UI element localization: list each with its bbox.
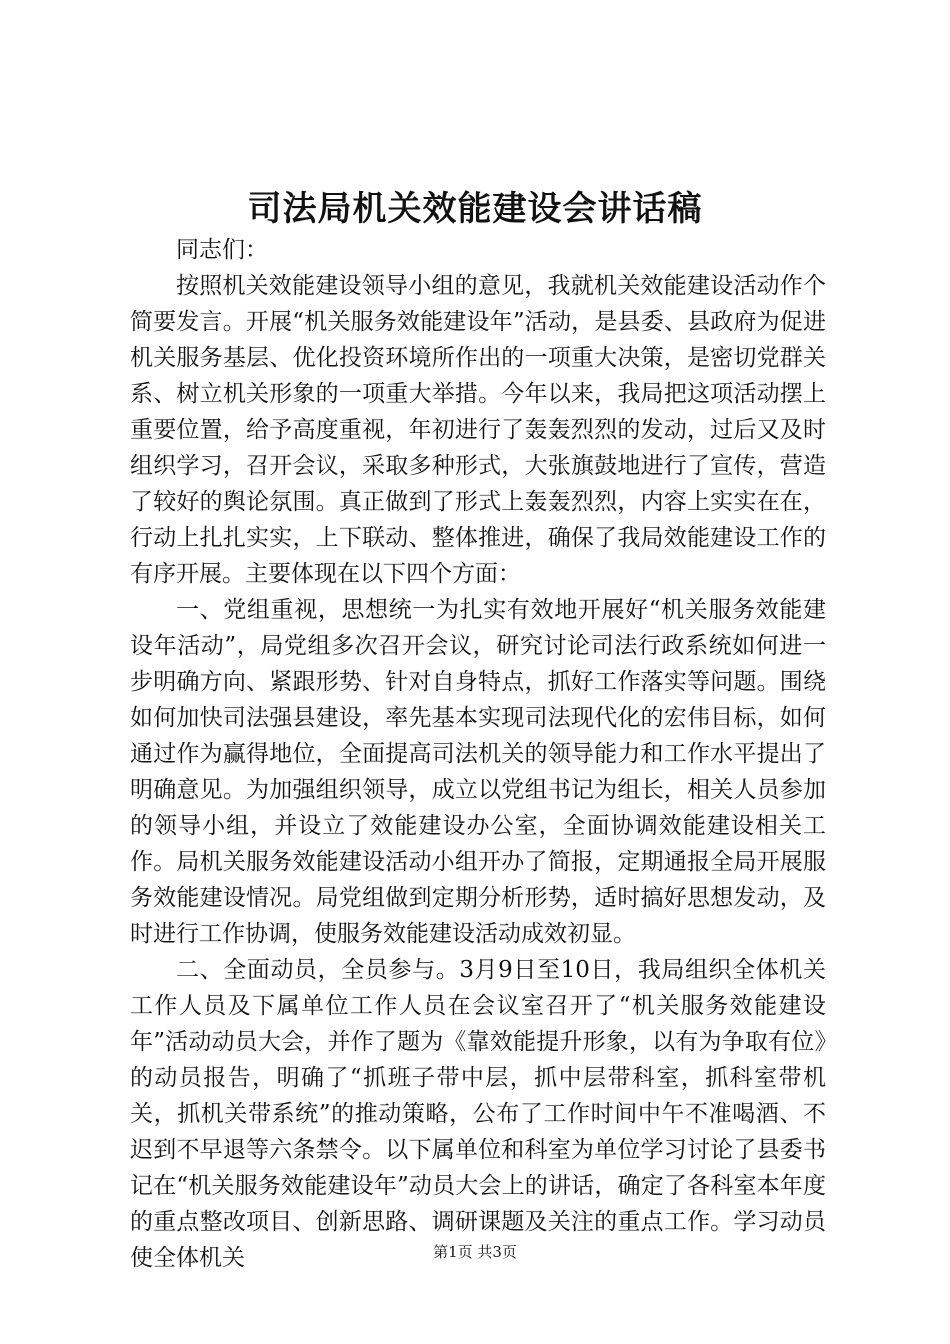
document-title: 司法局机关效能建设会讲话稿 [247,189,703,229]
paragraph-section-1: 一、党组重视，思想统一为扎实有效地开展好“机关服务效能建设年活动”，局党组多次召开会议，研究讨论司法行政系统如何进一步明确方向、紧跟形势、针对自身特点，抓好工作落实等问题。围绕如何加快司法强县建设，率先基本实现司法现代化的宏伟目标，如何通过作为赢得地位，全面提高司法机关的领导能力和工作水平提出了明确意见。为加强组织领导，成立以党组书记为组长，相关人员参加的领导小组，并设立了效能建设办公室，全面协调效能建设相关工作。局机关服务效能建设活动小组开办了简报，定期通报全局开展服务效能建设情况。局党组做到定期分析形势，适时搞好思想发动，及时进行工作协调，使服务效能建设活动成效初显。 [130,597,826,947]
document-body [130,232,826,1276]
page-footer: 第1页 共3页 [433,1243,517,1261]
paragraph-intro: 按照机关效能建设领导小组的意见，我就机关效能建设活动作个简要发言。开展“机关服务效能建设年”活动，是县委、县政府为促进机关服务基层、优化投资环境所作出的一项重大决策，是密切党群关系、树立机关形象的一项重大举措。今年以来，我局把这项活动摆上重要位置，给予高度重视，年初进行了轰轰烈烈的发动，过后又及时组织学习，召开会议，采取多种形式，大张旗鼓地进行了宣传，营造了较好的舆论氛围。真正做到了形式上轰轰烈烈，内容上实实在在，行动上扎扎实实，上下联动、整体推进，确保了我局效能建设工作的有序开展。主要体现在以下四个方面： [130,273,826,587]
paragraph-section-2: 二、全面动员，全员参与。3月9日至10日，我局组织全体机关工作人员及下属单位工作人员在会议室召开了“机关服务效能建设年”活动动员大会，并作了题为《靠效能提升形象，以有为争取有位》的动员报告，明确了“抓班子带中层，抓中层带科室，抓科室带机关，抓机关带系统”的推动策略，公布了工作时间中午不准喝酒、不迟到不早退等六条禁令。以下属单位和科室为单位学习讨论了县委书记在“机关服务效能建设年”动员大会上的讲话，确定了各科室本年度的重点整改项目、创新思路、调研课题及关注的重点工作。学习动员使全体机关 [130,957,826,1271]
salutation: 同志们： [176,237,268,263]
